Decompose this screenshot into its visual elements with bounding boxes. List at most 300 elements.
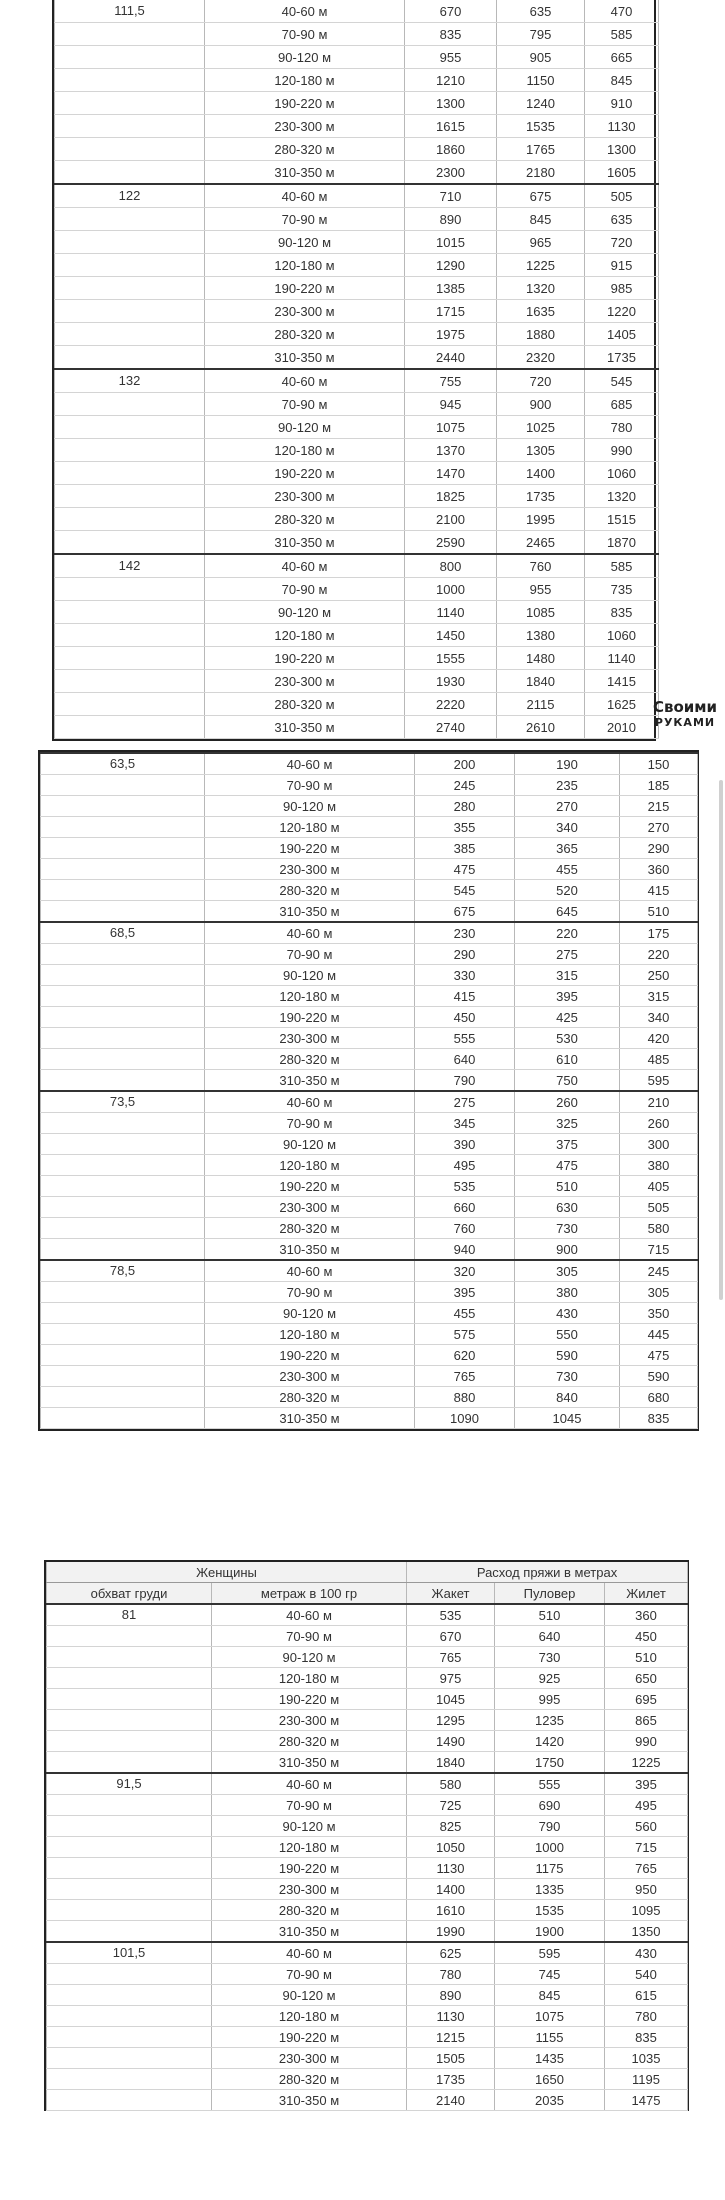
size-cell (41, 986, 205, 1007)
size-cell: 111,5 (55, 0, 205, 23)
vest-cell: 1060 (585, 624, 659, 647)
vest-cell: 780 (585, 416, 659, 439)
pullover-cell: 595 (495, 1942, 605, 1964)
pullover-cell: 1240 (497, 92, 585, 115)
pullover-cell: 1235 (495, 1710, 605, 1731)
jacket-cell: 390 (415, 1134, 515, 1155)
header-vest: Жилет (605, 1583, 688, 1605)
jacket-cell: 1050 (407, 1837, 495, 1858)
jacket-cell: 670 (405, 0, 497, 23)
size-cell (55, 92, 205, 115)
pullover-cell: 1735 (497, 485, 585, 508)
pullover-cell: 425 (515, 1007, 620, 1028)
size-cell (41, 1303, 205, 1324)
pullover-cell: 730 (515, 1218, 620, 1239)
pullover-cell: 520 (515, 880, 620, 901)
vest-cell: 175 (620, 922, 698, 944)
jacket-cell: 1615 (405, 115, 497, 138)
jacket-cell: 320 (415, 1260, 515, 1282)
pullover-cell: 995 (495, 1689, 605, 1710)
vest-cell: 615 (605, 1985, 688, 2006)
vest-cell: 290 (620, 838, 698, 859)
table-row (47, 1710, 688, 1731)
table-row (47, 2027, 688, 2048)
table-row (55, 161, 659, 185)
vest-cell: 715 (605, 1837, 688, 1858)
jacket-cell: 2740 (405, 716, 497, 739)
jacket-cell: 1825 (405, 485, 497, 508)
vest-cell: 430 (605, 1942, 688, 1964)
pullover-cell: 510 (495, 1604, 605, 1626)
jacket-cell: 755 (405, 369, 497, 393)
jacket-cell: 640 (415, 1049, 515, 1070)
vest-cell: 350 (620, 1303, 698, 1324)
vest-cell: 1220 (585, 300, 659, 323)
table-row (41, 1049, 698, 1070)
vest-cell: 495 (605, 1795, 688, 1816)
jacket-cell: 1215 (407, 2027, 495, 2048)
meterage-cell: 190-220 м (205, 1345, 415, 1366)
size-cell (41, 965, 205, 986)
vest-cell: 1195 (605, 2069, 688, 2090)
pullover-cell: 220 (515, 922, 620, 944)
vest-cell: 245 (620, 1260, 698, 1282)
jacket-cell: 1715 (405, 300, 497, 323)
size-cell (47, 1795, 212, 1816)
pullover-cell: 1150 (497, 69, 585, 92)
vest-cell: 270 (620, 817, 698, 838)
pullover-cell: 845 (497, 208, 585, 231)
vest-cell: 415 (620, 880, 698, 901)
jacket-cell: 345 (415, 1113, 515, 1134)
size-cell (41, 1197, 205, 1218)
pullover-cell: 750 (515, 1070, 620, 1092)
vest-cell: 340 (620, 1007, 698, 1028)
jacket-cell: 675 (415, 901, 515, 923)
size-cell (55, 346, 205, 370)
pullover-cell: 530 (515, 1028, 620, 1049)
vest-cell: 680 (620, 1387, 698, 1408)
size-cell (47, 2027, 212, 2048)
meterage-cell: 40-60 м (205, 0, 405, 23)
size-cell (47, 1668, 212, 1689)
vest-cell: 220 (620, 944, 698, 965)
pullover-cell: 1635 (497, 300, 585, 323)
pullover-cell: 640 (495, 1626, 605, 1647)
meterage-cell: 40-60 м (212, 1604, 407, 1626)
size-cell (41, 1176, 205, 1197)
table-row (55, 462, 659, 485)
size-cell (41, 859, 205, 880)
vest-cell: 210 (620, 1091, 698, 1113)
size-cell (47, 2090, 212, 2111)
table-row (55, 485, 659, 508)
meterage-cell: 90-120 м (205, 601, 405, 624)
meterage-cell: 120-180 м (212, 1668, 407, 1689)
yarn-table-fragment-1 (52, 0, 656, 741)
meterage-cell: 40-60 м (205, 369, 405, 393)
jacket-cell: 765 (415, 1366, 515, 1387)
size-cell (47, 1710, 212, 1731)
table-row (41, 1007, 698, 1028)
size-cell (41, 1113, 205, 1134)
size-cell (41, 1239, 205, 1261)
jacket-cell: 825 (407, 1816, 495, 1837)
meterage-cell: 120-180 м (205, 1155, 415, 1176)
jacket-cell: 790 (415, 1070, 515, 1092)
meterage-cell: 310-350 м (205, 531, 405, 555)
vest-cell: 665 (585, 46, 659, 69)
jacket-cell: 395 (415, 1282, 515, 1303)
size-cell (55, 624, 205, 647)
meterage-cell: 90-120 м (205, 796, 415, 817)
size-cell (55, 439, 205, 462)
meterage-cell: 230-300 м (212, 1710, 407, 1731)
table-row (41, 922, 698, 944)
size-cell (41, 1366, 205, 1387)
jacket-cell: 1735 (407, 2069, 495, 2090)
size-cell (55, 416, 205, 439)
jacket-cell: 1385 (405, 277, 497, 300)
vest-cell: 250 (620, 965, 698, 986)
vest-cell: 485 (620, 1049, 698, 1070)
table-body (41, 753, 698, 1429)
jacket-cell: 1075 (405, 416, 497, 439)
pullover-cell: 900 (515, 1239, 620, 1261)
size-cell (41, 1134, 205, 1155)
meterage-cell: 120-180 м (205, 439, 405, 462)
size-cell (55, 531, 205, 555)
table-row (41, 1197, 698, 1218)
size-cell (41, 1282, 205, 1303)
meterage-cell: 280-320 м (205, 138, 405, 161)
pullover-cell: 305 (515, 1260, 620, 1282)
jacket-cell: 415 (415, 986, 515, 1007)
size-cell (41, 838, 205, 859)
jacket-cell: 1090 (415, 1408, 515, 1429)
pullover-cell: 840 (515, 1387, 620, 1408)
size-cell (55, 578, 205, 601)
vest-cell: 560 (605, 1816, 688, 1837)
meterage-cell: 230-300 м (212, 2048, 407, 2069)
size-cell: 68,5 (41, 922, 205, 944)
logo-line-1: Своими (652, 698, 718, 716)
meterage-cell: 190-220 м (205, 462, 405, 485)
table-row (47, 1964, 688, 1985)
table-row (47, 2048, 688, 2069)
table-row (55, 393, 659, 416)
vest-cell: 405 (620, 1176, 698, 1197)
jacket-cell: 1505 (407, 2048, 495, 2069)
size-cell (55, 601, 205, 624)
pullover-cell: 965 (497, 231, 585, 254)
pullover-cell: 340 (515, 817, 620, 838)
jacket-cell: 2440 (405, 346, 497, 370)
pullover-cell: 260 (515, 1091, 620, 1113)
meterage-cell: 40-60 м (205, 1091, 415, 1113)
meterage-cell: 40-60 м (212, 1773, 407, 1795)
vest-cell: 1605 (585, 161, 659, 185)
header-size: обхват груди (47, 1583, 212, 1605)
jacket-cell: 475 (415, 859, 515, 880)
jacket-cell: 1140 (405, 601, 497, 624)
table-row (41, 1028, 698, 1049)
vest-cell: 835 (620, 1408, 698, 1429)
jacket-cell: 535 (407, 1604, 495, 1626)
table-row (55, 416, 659, 439)
table-row (41, 1366, 698, 1387)
size-cell (55, 46, 205, 69)
jacket-cell: 450 (415, 1007, 515, 1028)
yarn-table (54, 0, 659, 739)
meterage-cell: 280-320 м (205, 323, 405, 346)
pullover-cell: 1995 (497, 508, 585, 531)
vest-cell: 1350 (605, 1921, 688, 1943)
meterage-cell: 310-350 м (205, 1070, 415, 1092)
table-row (47, 1795, 688, 1816)
jacket-cell: 725 (407, 1795, 495, 1816)
jacket-cell: 555 (415, 1028, 515, 1049)
size-cell (47, 2048, 212, 2069)
meterage-cell: 40-60 м (212, 1942, 407, 1964)
vest-cell: 420 (620, 1028, 698, 1049)
meterage-cell: 230-300 м (205, 1028, 415, 1049)
header-jacket: Жакет (407, 1583, 495, 1605)
table-row (55, 346, 659, 370)
vest-cell: 1095 (605, 1900, 688, 1921)
table-row (47, 1921, 688, 1943)
jacket-cell: 1555 (405, 647, 497, 670)
jacket-cell: 245 (415, 775, 515, 796)
pullover-cell: 760 (497, 554, 585, 578)
table-row (47, 1773, 688, 1795)
meterage-cell: 310-350 м (205, 346, 405, 370)
meterage-cell: 120-180 м (205, 624, 405, 647)
table-row (41, 1408, 698, 1429)
table-row (55, 231, 659, 254)
jacket-cell: 1840 (407, 1752, 495, 1774)
size-cell (55, 693, 205, 716)
vest-cell: 1625 (585, 693, 659, 716)
size-cell: 91,5 (47, 1773, 212, 1795)
meterage-cell: 120-180 м (205, 817, 415, 838)
jacket-cell: 1400 (407, 1879, 495, 1900)
table-row (41, 753, 698, 775)
meterage-cell: 280-320 м (205, 880, 415, 901)
meterage-cell: 90-120 м (212, 1985, 407, 2006)
table-header (47, 1562, 688, 1604)
header-pullover: Пуловер (495, 1583, 605, 1605)
size-cell (47, 1879, 212, 1900)
meterage-cell: 40-60 м (205, 922, 415, 944)
pullover-cell: 1880 (497, 323, 585, 346)
table-row (41, 1324, 698, 1345)
jacket-cell: 2100 (405, 508, 497, 531)
table-row (55, 578, 659, 601)
jacket-cell: 1370 (405, 439, 497, 462)
table-row (41, 1387, 698, 1408)
meterage-cell: 120-180 м (205, 69, 405, 92)
meterage-cell: 70-90 м (205, 393, 405, 416)
meterage-cell: 70-90 м (212, 1795, 407, 1816)
pullover-cell: 1000 (495, 1837, 605, 1858)
vest-cell: 505 (585, 184, 659, 208)
pullover-cell: 630 (515, 1197, 620, 1218)
table-row (41, 1303, 698, 1324)
table-row (55, 693, 659, 716)
vest-cell: 915 (585, 254, 659, 277)
table-row (55, 23, 659, 46)
pullover-cell: 2180 (497, 161, 585, 185)
pullover-cell: 645 (515, 901, 620, 923)
vest-cell: 2010 (585, 716, 659, 739)
size-cell (47, 1731, 212, 1752)
table-row (47, 1900, 688, 1921)
size-cell (55, 277, 205, 300)
pullover-cell: 1765 (497, 138, 585, 161)
vest-cell: 545 (585, 369, 659, 393)
pullover-cell: 510 (515, 1176, 620, 1197)
pullover-cell: 900 (497, 393, 585, 416)
size-cell: 78,5 (41, 1260, 205, 1282)
meterage-cell: 190-220 м (205, 92, 405, 115)
jacket-cell: 1610 (407, 1900, 495, 1921)
jacket-cell: 1930 (405, 670, 497, 693)
meterage-cell: 230-300 м (205, 859, 415, 880)
meterage-cell: 90-120 м (205, 46, 405, 69)
jacket-cell: 670 (407, 1626, 495, 1647)
scrollbar[interactable] (719, 780, 723, 1300)
jacket-cell: 760 (415, 1218, 515, 1239)
meterage-cell: 310-350 м (205, 716, 405, 739)
vest-cell: 1035 (605, 2048, 688, 2069)
meterage-cell: 310-350 м (205, 1239, 415, 1261)
table-row (41, 1282, 698, 1303)
table-row (55, 369, 659, 393)
jacket-cell: 2590 (405, 531, 497, 555)
table-row (41, 796, 698, 817)
pullover-cell: 690 (495, 1795, 605, 1816)
table-row (41, 880, 698, 901)
vest-cell: 845 (585, 69, 659, 92)
pullover-cell: 1840 (497, 670, 585, 693)
size-cell (55, 393, 205, 416)
pullover-cell: 590 (515, 1345, 620, 1366)
size-cell: 142 (55, 554, 205, 578)
meterage-cell: 90-120 м (205, 965, 415, 986)
pullover-cell: 1225 (497, 254, 585, 277)
table-row (41, 1070, 698, 1092)
size-cell (55, 69, 205, 92)
size-cell (47, 2006, 212, 2027)
size-cell (41, 1387, 205, 1408)
jacket-cell: 230 (415, 922, 515, 944)
pullover-cell: 1535 (495, 1900, 605, 1921)
vest-cell: 835 (605, 2027, 688, 2048)
size-cell: 101,5 (47, 1942, 212, 1964)
vest-cell: 380 (620, 1155, 698, 1176)
size-cell (47, 2069, 212, 2090)
pullover-cell: 745 (495, 1964, 605, 1985)
table-row (47, 2090, 688, 2111)
pullover-cell: 1420 (495, 1731, 605, 1752)
table-row (55, 647, 659, 670)
table-body (55, 0, 659, 739)
meterage-cell: 70-90 м (205, 1282, 415, 1303)
pullover-cell: 1650 (495, 2069, 605, 2090)
table-row (55, 0, 659, 23)
table-row (55, 323, 659, 346)
vest-cell: 260 (620, 1113, 698, 1134)
pullover-cell: 1480 (497, 647, 585, 670)
meterage-cell: 40-60 м (205, 554, 405, 578)
pullover-cell: 1175 (495, 1858, 605, 1879)
pullover-cell: 1155 (495, 2027, 605, 2048)
table-row (41, 1113, 698, 1134)
size-cell (55, 670, 205, 693)
table-row (47, 2006, 688, 2027)
table-row (47, 2069, 688, 2090)
size-cell: 73,5 (41, 1091, 205, 1113)
jacket-cell: 765 (407, 1647, 495, 1668)
pullover-cell: 555 (495, 1773, 605, 1795)
vest-cell: 720 (585, 231, 659, 254)
meterage-cell: 40-60 м (205, 753, 415, 775)
table-row (41, 1134, 698, 1155)
meterage-cell: 90-120 м (212, 1816, 407, 1837)
pullover-cell: 905 (497, 46, 585, 69)
meterage-cell: 310-350 м (205, 161, 405, 185)
table-row (41, 965, 698, 986)
table-row (41, 986, 698, 1007)
vest-cell: 585 (585, 23, 659, 46)
size-cell (47, 1816, 212, 1837)
vest-cell: 360 (605, 1604, 688, 1626)
pullover-cell: 1075 (495, 2006, 605, 2027)
jacket-cell: 835 (405, 23, 497, 46)
size-cell (55, 208, 205, 231)
vest-cell: 735 (585, 578, 659, 601)
meterage-cell: 280-320 м (205, 693, 405, 716)
table-row (47, 1604, 688, 1626)
table-row (41, 944, 698, 965)
meterage-cell: 310-350 м (205, 1408, 415, 1429)
meterage-cell: 190-220 м (212, 1689, 407, 1710)
jacket-cell: 1295 (407, 1710, 495, 1731)
table-row (41, 838, 698, 859)
size-cell (47, 1837, 212, 1858)
size-cell (47, 1900, 212, 1921)
jacket-cell: 200 (415, 753, 515, 775)
pullover-cell: 730 (495, 1647, 605, 1668)
pullover-cell: 2610 (497, 716, 585, 739)
jacket-cell: 1450 (405, 624, 497, 647)
vest-cell: 1130 (585, 115, 659, 138)
jacket-cell: 275 (415, 1091, 515, 1113)
table-row (41, 1091, 698, 1113)
meterage-cell: 90-120 м (205, 416, 405, 439)
size-cell (55, 161, 205, 185)
meterage-cell: 310-350 м (212, 1921, 407, 1943)
vest-cell: 1060 (585, 462, 659, 485)
vest-cell: 510 (620, 901, 698, 923)
pullover-cell: 1750 (495, 1752, 605, 1774)
size-cell (47, 1964, 212, 1985)
jacket-cell: 455 (415, 1303, 515, 1324)
jacket-cell: 1000 (405, 578, 497, 601)
jacket-cell: 1045 (407, 1689, 495, 1710)
pullover-cell: 1400 (497, 462, 585, 485)
